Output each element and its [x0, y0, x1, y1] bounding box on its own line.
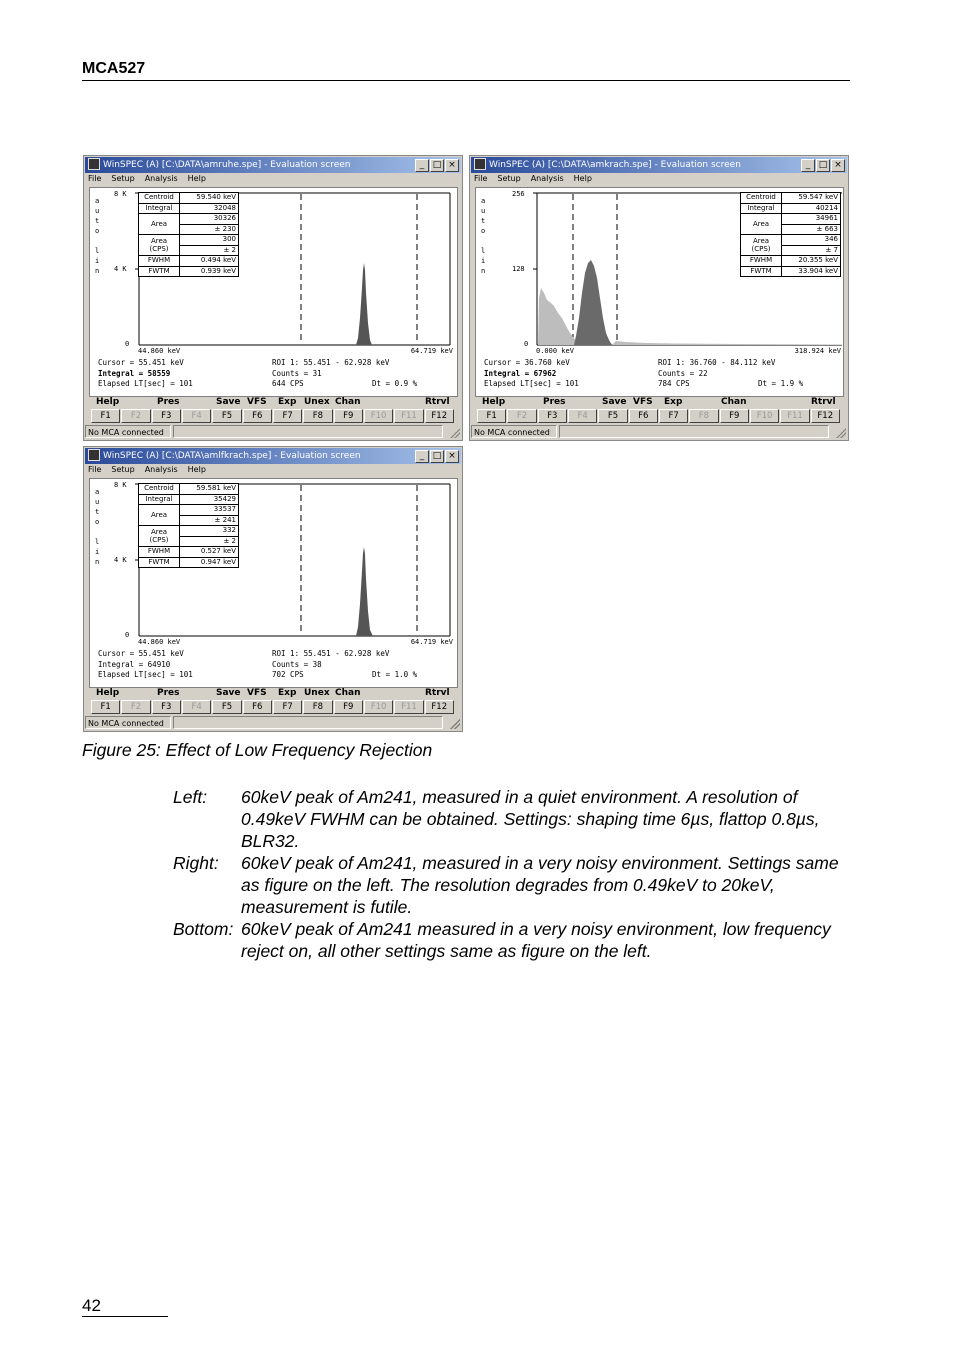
results-table — [138, 192, 239, 277]
peak-60kev — [574, 260, 612, 345]
note-right — [173, 852, 853, 918]
cursor-readout: Cursor = 55.451 keV — [98, 358, 184, 367]
window-controls — [801, 159, 845, 171]
page-header — [82, 60, 850, 81]
window-controls — [415, 450, 459, 462]
app-icon — [474, 158, 486, 170]
fkey-label-save: Save — [216, 397, 241, 407]
y-mode-char: t — [95, 217, 100, 225]
menu-setup[interactable]: Setup — [111, 465, 135, 474]
f3-button[interactable]: F3 — [152, 700, 181, 714]
centroid-value: 59.581 keV — [180, 484, 239, 495]
fkey-labels — [94, 397, 454, 409]
integral-readout: Integral = 64910 — [98, 659, 171, 669]
y-tick-top: 8 K — [114, 190, 127, 198]
centroid-label: Centroid — [741, 193, 782, 204]
title-bar — [85, 157, 461, 173]
window-controls — [415, 159, 459, 171]
results-table — [138, 483, 239, 568]
fkey-labels — [480, 397, 840, 409]
y-mode-char: u — [95, 207, 100, 215]
peak-60kev — [356, 263, 372, 345]
cps-readout: 702 CPS — [272, 670, 304, 679]
fkey-labels — [94, 688, 454, 700]
cps-label — [139, 235, 180, 256]
cursor-readout: Cursor = 55.451 keV — [98, 649, 184, 658]
title-bar — [471, 157, 847, 173]
menu-analysis[interactable]: Analysis — [144, 174, 178, 183]
app-icon — [88, 449, 100, 461]
fwtm-label: FWTM — [741, 266, 782, 277]
fkey-label-rtrvl: Rtrvl — [425, 688, 450, 698]
maximize-icon[interactable]: □ — [816, 159, 830, 172]
winspec-window-right — [469, 155, 849, 441]
y-mode-char: n — [95, 558, 100, 566]
note-key: Left: — [173, 787, 208, 807]
spectrum-tail — [612, 341, 842, 345]
note-left — [173, 786, 853, 852]
y-mode-char: t — [95, 508, 100, 516]
fwtm-value: 0.947 keV — [180, 557, 239, 568]
fkey-label-vfs: VFS — [633, 397, 653, 407]
f4-button[interactable]: F4 — [182, 700, 211, 714]
cps-label — [741, 235, 782, 256]
y-mode-char: n — [481, 267, 486, 275]
page-number: 42 — [82, 1296, 168, 1317]
y-mode-char: o — [481, 227, 486, 235]
y-tick-mid: 4 K — [114, 556, 127, 564]
f12-button[interactable]: F12 — [425, 700, 454, 714]
f10-button[interactable]: F10 — [364, 409, 393, 423]
noise-region — [538, 288, 578, 345]
y-mode-char: u — [481, 207, 486, 215]
close-icon[interactable]: × — [831, 159, 845, 172]
cps-label-line2: (CPS) — [149, 245, 169, 253]
fkey-label-help: Help — [96, 397, 120, 407]
maximize-icon[interactable]: □ — [430, 159, 444, 172]
fkey-label-rtrvl: Rtrvl — [811, 397, 836, 407]
header-title: MCA527 — [82, 60, 146, 77]
fkey-label-vfs: VFS — [247, 688, 267, 698]
area-value: 33537 — [180, 505, 239, 516]
menu-analysis[interactable]: Analysis — [144, 465, 178, 474]
dt-readout: Dt = 1.0 % — [372, 670, 418, 679]
cps-readout: 784 CPS — [658, 379, 690, 388]
app-icon — [88, 158, 100, 170]
area-label: Area — [139, 214, 180, 235]
info-left — [484, 358, 579, 390]
y-tick-top: 256 — [512, 190, 525, 198]
f6-button[interactable]: F6 — [243, 700, 272, 714]
fkey-label-save: Save — [602, 397, 627, 407]
f5-button[interactable]: F5 — [212, 409, 241, 423]
info-left — [98, 649, 193, 681]
figure-caption: Figure 25: Effect of Low Frequency Rejection — [82, 740, 433, 760]
cps-value: 346 — [782, 235, 841, 246]
winspec-window-left — [83, 155, 463, 441]
y-mode-char: u — [95, 498, 100, 506]
fwtm-label: FWTM — [139, 557, 180, 568]
window-title: WinSPEC (A) [C:\DATA\amlfkrach.spe] - Evaluation screen — [103, 451, 361, 461]
note-key: Bottom: — [173, 919, 234, 939]
menu-setup[interactable]: Setup — [111, 174, 135, 183]
x-min-label: 0.000 keV — [536, 347, 574, 355]
status-bar-panel — [173, 716, 443, 729]
elapsed-readout: Elapsed LT[sec] = 101 — [484, 379, 579, 388]
f2-button[interactable]: F2 — [121, 409, 150, 423]
fkey-label-save: Save — [216, 688, 241, 698]
f7-button[interactable]: F7 — [273, 700, 302, 714]
note-text: 60keV peak of Am241 measured in a very noisy environment, low frequency reject on, all other settings same as figure on the left. — [241, 919, 831, 961]
centroid-label: Centroid — [139, 193, 180, 204]
status-bar: No MCA connected — [471, 425, 557, 438]
f9-button[interactable]: F9 — [334, 700, 363, 714]
counts-readout: Counts = 22 — [658, 368, 708, 378]
menu-file[interactable]: File — [88, 465, 102, 474]
fkey-label-help: Help — [96, 688, 120, 698]
x-max-label: 318.924 keV — [794, 347, 841, 355]
integral-value: 35429 — [180, 494, 239, 505]
f4-button[interactable]: F4 — [182, 409, 211, 423]
y-tick-zero: 0 — [524, 340, 529, 348]
x-max-label: 64.719 keV — [410, 638, 453, 646]
f7-button[interactable]: F7 — [659, 409, 688, 423]
f8-button[interactable]: F8 — [689, 409, 718, 423]
f5-button[interactable]: F5 — [212, 700, 241, 714]
area-label: Area — [741, 214, 782, 235]
area-value: 30326 — [180, 214, 239, 225]
title-bar — [85, 448, 461, 464]
menu-setup[interactable]: Setup — [497, 174, 521, 183]
integral-readout: Integral = 67962 — [484, 368, 557, 378]
note-text: 60keV peak of Am241, measured in a quiet environment. A resolution of 0.49keV FWHM can be obtained. Settings: shaping time 6µs, flattop 0.8µs, BLR32. — [241, 787, 820, 851]
y-mode-char: l — [95, 538, 100, 546]
note-key: Right: — [173, 853, 219, 873]
fwtm-value: 0.939 keV — [180, 266, 239, 277]
window-title: WinSPEC (A) [C:\DATA\amkrach.spe] - Evaluation screen — [489, 160, 741, 170]
f8-button[interactable]: F8 — [303, 700, 332, 714]
y-mode-char: i — [481, 257, 486, 265]
f12-button[interactable]: F12 — [811, 409, 840, 423]
fwhm-label: FWHM — [139, 547, 180, 558]
resize-grip-icon[interactable] — [450, 719, 460, 729]
area-error: ± 230 — [180, 224, 239, 235]
f9-button[interactable]: F9 — [720, 409, 749, 423]
note-text: 60keV peak of Am241, measured in a very noisy environment. Settings same as figure on the left. The resolution degrades from 0.49keV to 20keV, measurement is futile. — [241, 853, 839, 917]
fwhm-label: FWHM — [139, 256, 180, 267]
fkey-label-chan: Chan — [335, 688, 361, 698]
f10-button[interactable]: F10 — [750, 409, 779, 423]
integral-value: 32048 — [180, 203, 239, 214]
integral-label: Integral — [741, 203, 782, 214]
y-mode-char: a — [95, 488, 100, 496]
fkey-bar — [91, 700, 454, 714]
fwhm-value: 20.355 keV — [782, 256, 841, 267]
y-tick-top: 8 K — [114, 481, 127, 489]
y-mode-char: l — [95, 247, 100, 255]
minimize-icon[interactable]: _ — [415, 450, 429, 463]
fkey-label-exp: Exp — [664, 397, 683, 407]
fwhm-value: 0.494 keV — [180, 256, 239, 267]
menu-help[interactable]: Help — [573, 174, 592, 183]
status-bar-panel — [173, 425, 443, 438]
fkey-label-exp: Exp — [278, 688, 297, 698]
fkey-label-unex: Unex — [304, 688, 330, 698]
integral-label: Integral — [139, 203, 180, 214]
cps-value: 300 — [180, 235, 239, 246]
y-mode-char: n — [95, 267, 100, 275]
minimize-icon[interactable]: _ — [801, 159, 815, 172]
integral-value: 40214 — [782, 203, 841, 214]
fkey-label-pres: Pres — [157, 688, 180, 698]
menu-file[interactable]: File — [88, 174, 102, 183]
integral-readout: Integral = 58559 — [98, 368, 171, 378]
y-mode-char: l — [481, 247, 486, 255]
area-error: ± 241 — [180, 515, 239, 526]
menu-bar — [88, 174, 206, 186]
cps-value: 332 — [180, 526, 239, 537]
f1-button[interactable]: F1 — [91, 409, 120, 423]
counts-readout: Counts = 38 — [272, 659, 322, 669]
f1-button[interactable]: F1 — [91, 700, 120, 714]
menu-analysis[interactable]: Analysis — [530, 174, 564, 183]
y-tick-mid: 128 — [512, 265, 525, 273]
y-mode-char: o — [95, 518, 100, 526]
f10-button[interactable]: F10 — [364, 700, 393, 714]
fkey-bar — [477, 409, 840, 423]
f12-button[interactable]: F12 — [425, 409, 454, 423]
area-value: 34961 — [782, 214, 841, 225]
f8-button[interactable]: F8 — [303, 409, 332, 423]
cps-label-line1: Area — [150, 528, 168, 536]
maximize-icon[interactable]: □ — [430, 450, 444, 463]
f7-button[interactable]: F7 — [273, 409, 302, 423]
fkey-label-pres: Pres — [157, 397, 180, 407]
cps-label-line1: Area — [752, 237, 770, 245]
f1-button[interactable]: F1 — [477, 409, 506, 423]
cps-label-line2: (CPS) — [751, 245, 771, 253]
y-mode-char: i — [95, 257, 100, 265]
cps-label — [139, 526, 180, 547]
figure-notes — [173, 786, 853, 962]
x-min-label: 44.860 keV — [138, 638, 181, 646]
fkey-bar — [91, 409, 454, 423]
fwhm-value: 0.527 keV — [180, 547, 239, 558]
menu-bar — [474, 174, 592, 186]
counts-readout: Counts = 31 — [272, 368, 322, 378]
f2-button[interactable]: F2 — [121, 700, 150, 714]
f6-button[interactable]: F6 — [243, 409, 272, 423]
cps-error: ± 2 — [180, 536, 239, 547]
minimize-icon[interactable]: _ — [415, 159, 429, 172]
centroid-value: 59.540 keV — [180, 193, 239, 204]
resize-grip-icon[interactable] — [450, 428, 460, 438]
y-mode-char: a — [481, 197, 486, 205]
f3-button[interactable]: F3 — [538, 409, 567, 423]
cps-label-line1: Area — [150, 237, 168, 245]
fkey-label-exp: Exp — [278, 397, 297, 407]
f11-button[interactable]: F11 — [394, 700, 423, 714]
fkey-label-chan: Chan — [721, 397, 747, 407]
spectrum-plot[interactable] — [89, 478, 458, 688]
integral-label: Integral — [139, 494, 180, 505]
f6-button[interactable]: F6 — [629, 409, 658, 423]
f2-button[interactable]: F2 — [507, 409, 536, 423]
cps-label-line2: (CPS) — [149, 536, 169, 544]
f9-button[interactable]: F9 — [334, 409, 363, 423]
resize-grip-icon[interactable] — [836, 428, 846, 438]
centroid-value: 59.547 keV — [782, 193, 841, 204]
cursor-readout: Cursor = 36.760 keV — [484, 358, 570, 367]
fkey-label-help: Help — [482, 397, 506, 407]
f4-button[interactable]: F4 — [568, 409, 597, 423]
area-error: ± 663 — [782, 224, 841, 235]
menu-help[interactable]: Help — [187, 465, 206, 474]
window-title: WinSPEC (A) [C:\DATA\amruhe.spe] - Evaluation screen — [103, 160, 351, 170]
fwtm-label: FWTM — [139, 266, 180, 277]
cps-error: ± 7 — [782, 245, 841, 256]
y-tick-zero: 0 — [125, 631, 130, 639]
fkey-label-chan: Chan — [335, 397, 361, 407]
spectrum-plot[interactable] — [475, 187, 844, 397]
x-min-label: 44.860 keV — [138, 347, 181, 355]
dt-readout: Dt = 1.9 % — [758, 379, 804, 388]
info-left — [98, 358, 193, 390]
fkey-label-vfs: VFS — [247, 397, 267, 407]
y-mode-char: o — [95, 227, 100, 235]
y-mode-char: t — [481, 217, 486, 225]
cps-error: ± 2 — [180, 245, 239, 256]
elapsed-readout: Elapsed LT[sec] = 101 — [98, 379, 193, 388]
status-bar-panel — [559, 425, 829, 438]
cps-readout: 644 CPS — [272, 379, 304, 388]
dt-readout: Dt = 0.9 % — [372, 379, 418, 388]
f11-button[interactable]: F11 — [394, 409, 423, 423]
winspec-window-bottom — [83, 446, 463, 732]
y-tick-mid: 4 K — [114, 265, 127, 273]
spectrum-plot[interactable] — [89, 187, 458, 397]
y-mode-char: a — [95, 197, 100, 205]
f3-button[interactable]: F3 — [152, 409, 181, 423]
elapsed-readout: Elapsed LT[sec] = 101 — [98, 670, 193, 679]
fkey-label-unex: Unex — [304, 397, 330, 407]
roi-readout: ROI 1: 55.451 - 62.928 keV — [272, 649, 390, 658]
f11-button[interactable]: F11 — [780, 409, 809, 423]
status-bar: No MCA connected — [85, 716, 171, 729]
centroid-label: Centroid — [139, 484, 180, 495]
area-label: Area — [139, 505, 180, 526]
close-icon[interactable]: × — [445, 450, 459, 463]
menu-help[interactable]: Help — [187, 174, 206, 183]
fkey-label-pres: Pres — [543, 397, 566, 407]
status-bar: No MCA connected — [85, 425, 171, 438]
close-icon[interactable]: × — [445, 159, 459, 172]
menu-bar — [88, 465, 206, 477]
fwhm-label: FWHM — [741, 256, 782, 267]
fwtm-value: 33.904 keV — [782, 266, 841, 277]
y-mode-char: i — [95, 548, 100, 556]
x-max-label: 64.719 keV — [410, 347, 453, 355]
y-tick-zero: 0 — [125, 340, 130, 348]
roi-readout: ROI 1: 36.760 - 84.112 keV — [658, 358, 776, 367]
note-bottom — [173, 918, 853, 962]
menu-file[interactable]: File — [474, 174, 488, 183]
f5-button[interactable]: F5 — [598, 409, 627, 423]
roi-readout: ROI 1: 55.451 - 62.928 keV — [272, 358, 390, 367]
fkey-label-rtrvl: Rtrvl — [425, 397, 450, 407]
results-table — [740, 192, 841, 277]
peak-60kev — [356, 547, 373, 636]
